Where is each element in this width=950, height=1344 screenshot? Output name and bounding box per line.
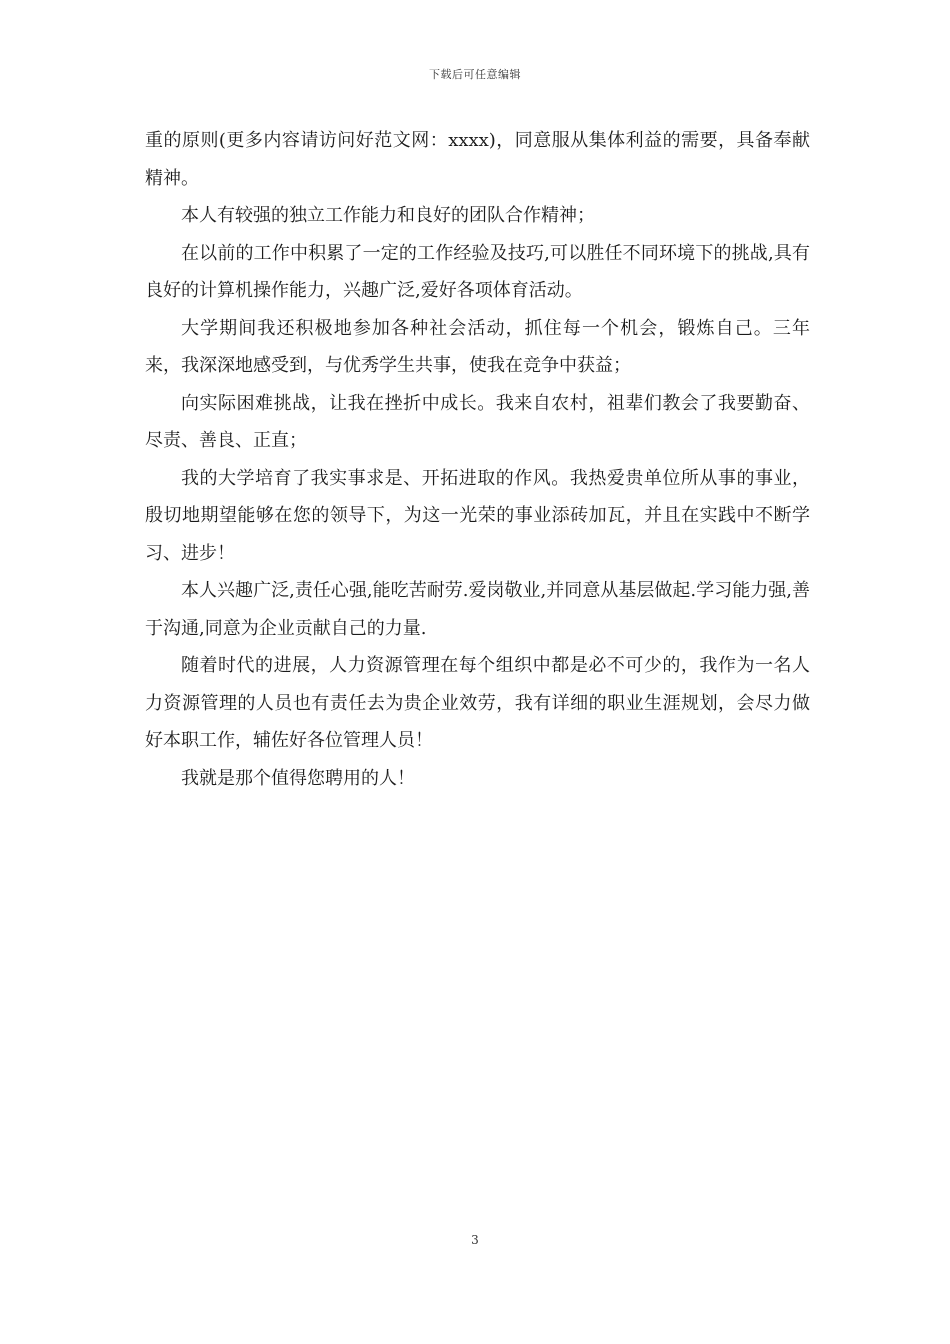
paragraph-university-activities: 大学期间我还积极地参加各种社会活动，抓住每一个机会，锻炼自己。三年来，我深深地感受到，与优秀学生共事，使我在竞争中获益； bbox=[145, 317, 810, 376]
paragraph-challenges: 向实际困难挑战，让我在挫折中成长。我来自农村，祖辈们教会了我要勤奋、尽责、善良、正直； bbox=[145, 392, 810, 451]
page-number: 3 bbox=[471, 1233, 479, 1247]
paragraph-experience: 在以前的工作中积累了一定的工作经验及技巧,可以胜任不同环境下的挑战,具有良好的计算机操作能力，兴趣广泛,爱好各项体育活动。 bbox=[145, 242, 810, 301]
paragraph-teamwork: 本人有较强的独立工作能力和良好的团队合作精神； bbox=[181, 205, 595, 226]
document-body bbox=[145, 122, 810, 797]
page-header: 下载后可任意编辑 bbox=[429, 68, 521, 81]
paragraph-continuation: 重的原则(更多内容请访问好范文网：xxxx)，同意服从集体利益的需要，具备奉献精神。 bbox=[145, 130, 810, 189]
paragraph-hr-management: 随着时代的进展，人力资源管理在每个组织中都是必不可少的，我作为一名人力资源管理的人员也有责任去为贵企业效劳，我有详细的职业生涯规划，会尽力做好本职工作，辅佐好各位管理人员！ bbox=[145, 655, 810, 751]
paragraph-closing: 我就是那个值得您聘用的人！ bbox=[181, 767, 415, 789]
paragraph-interests: 本人兴趣广泛,责任心强,能吃苦耐劳.爱岗敬业,并同意从基层做起.学习能力强,善于沟通,同意为企业贡献自己的力量. bbox=[145, 580, 810, 639]
paragraph-university-style: 我的大学培育了我实事求是、开拓进取的作风。我热爱贵单位所从事的事业，殷切地期望能够在您的领导下，为这一光荣的事业添砖加瓦，并且在实践中不断学习、进步！ bbox=[145, 467, 810, 564]
